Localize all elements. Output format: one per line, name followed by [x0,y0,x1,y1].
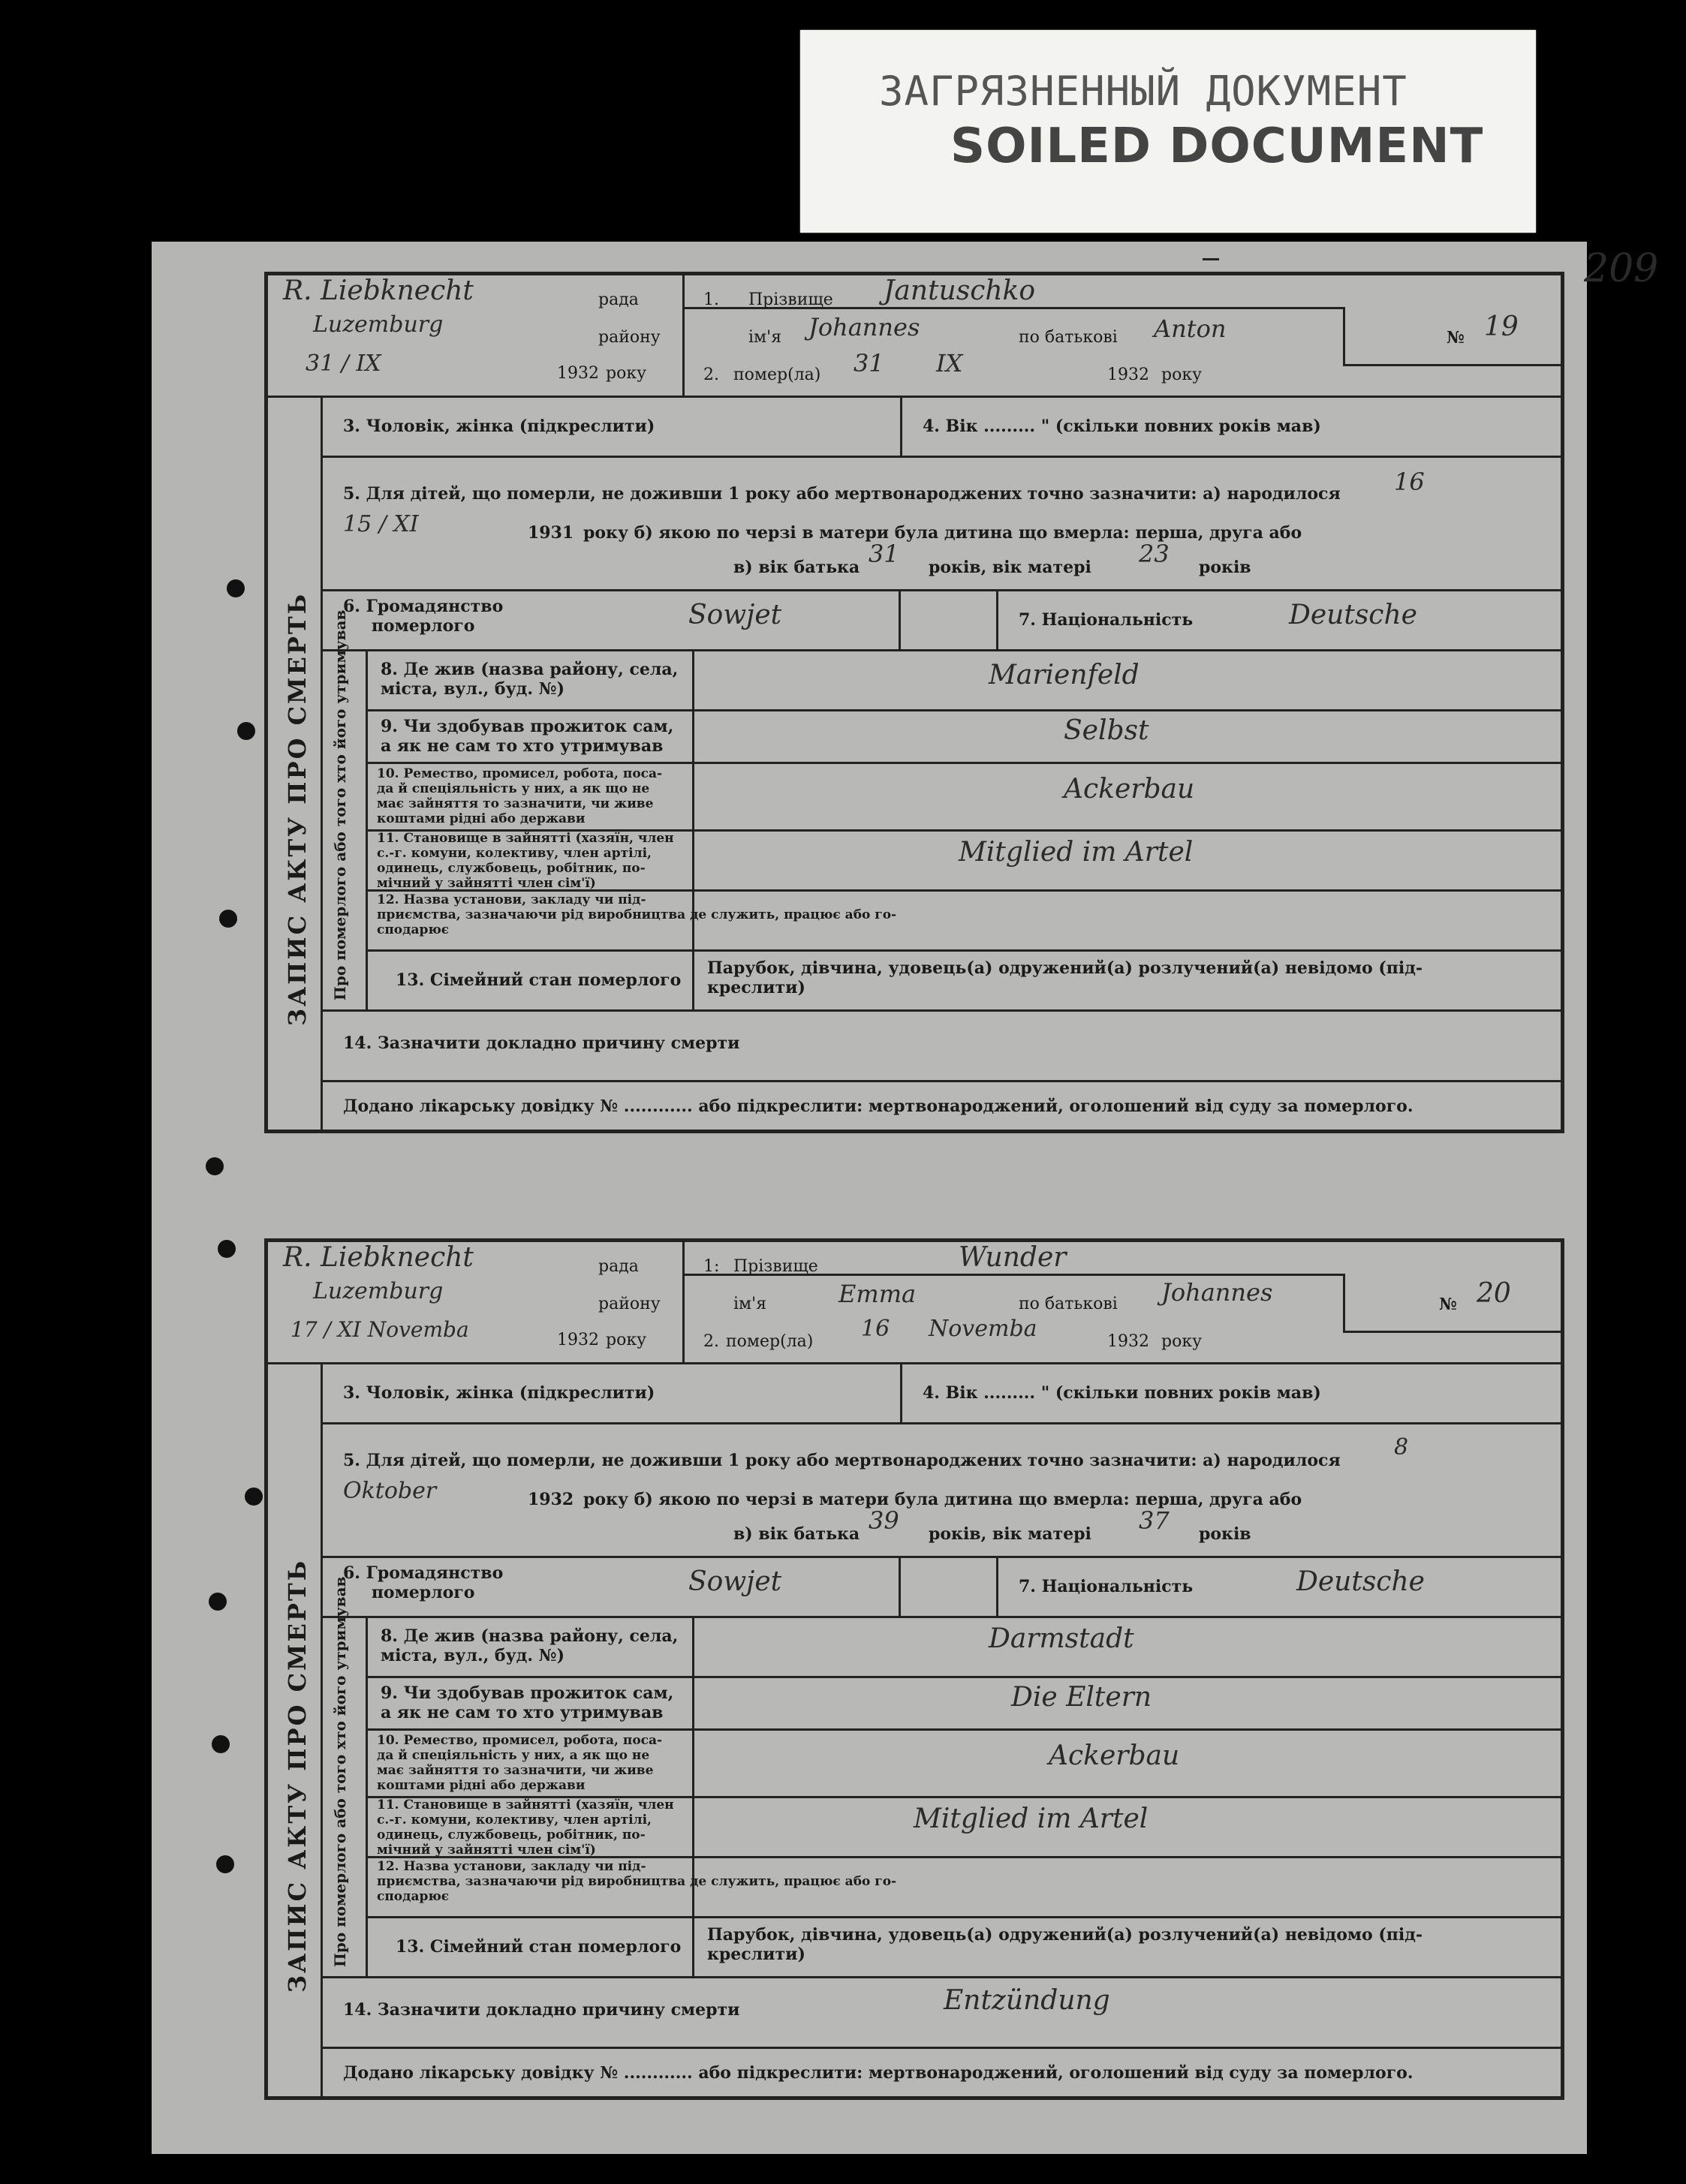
occupation-value: Ackerbau [1049,1740,1180,1771]
name-value: Emma [838,1280,917,1308]
born-date: 15 / XI [343,511,419,537]
support-value: Selbst [1064,715,1149,746]
institution-label: 12. Назва установи, закладу чи під- приємства, зазначаючи рід виробництва де служить, працює або го- сподарює [377,892,897,937]
punch-hole [216,1855,234,1873]
occupation-label: 10. Ремество, промисел, робота, поса- да й спеціяльність у них, а як що не має зайняття то зазначити, чи живе коштами рідні або держави [377,1733,663,1793]
support-value: Die Eltern [1011,1682,1152,1713]
support-label: 9. Чи здобував прожиток сам, а як не сам то хто утримував [381,717,674,756]
marital-status-options: Парубок, дівчина, удовець(а) одружений(а) розлучений(а) невідомо (під- креслити) [707,958,1423,997]
record-number: 20 [1477,1278,1511,1309]
occupation-value: Ackerbau [1064,774,1195,805]
residence-label: 8. Де жив (назва району, села, міста, вул., буд. №) [381,660,679,699]
residence-value: Marienfeld [989,660,1140,690]
marital-status-label: 13. Сімейний стан померлого [396,1937,682,1957]
citizenship-label: 6. Громадянство померлого [343,597,504,636]
nationality-label: 7. Національність [1019,1577,1194,1596]
citizenship-label: 6. Громадянство померлого [343,1563,504,1602]
died-year: 1932 [1107,1332,1149,1351]
position-value: Mitglied im Artel [959,837,1194,868]
patronymic-value: Johannes [1161,1278,1273,1307]
registration-date: 31 / IX [306,350,381,377]
name-label: ім'я [748,328,782,347]
side-subtitle: Про померлого або того хто його утримував [331,1576,349,1967]
mother-age-label: років, вік матері [929,1524,1091,1544]
record-number-label: № [1439,1295,1457,1314]
nationality-value: Deutsche [1289,600,1417,630]
nationality-label: 7. Національність [1019,610,1194,630]
born-quantity: 8 [1394,1434,1409,1461]
citizenship-value: Sowjet [688,600,782,630]
cause-of-death-label: 14. Зазначити докладно причину смерти [343,1033,740,1053]
infant-order-label: року б) якою по черзі в матери була дитина що вмерла: перша, друга або [583,523,1302,543]
side-subtitle: Про померлого або того хто його утримував [331,609,349,1000]
year-label: року [606,364,647,383]
age-field-label: 4. Вік ......... " (скільки повних років мав) [923,417,1321,436]
rada-value: R. Liebknecht [283,275,474,306]
years-label: років [1199,558,1251,577]
stamp-line-russian: ЗАГРЯЗНЕННЫЙ ДОКУМЕНТ [879,68,1408,115]
patronymic-label: по батькові [1019,328,1118,347]
field-1-num: 1. [703,290,719,309]
position-label: 11. Становище в зайнятті (хазяїн, член с.-г. комуни, колективу, член артілі, одинець, службовець, робітник, по- мічний у зайнятті член сім'ї) [377,831,674,891]
died-day: 31 [854,349,884,378]
surname-label: Прізвище [733,1257,818,1276]
raion-label: району [598,328,661,347]
father-age: 31 [869,540,899,568]
patronymic-label: по батькові [1019,1295,1118,1313]
stamp-line-english: SOILED DOCUMENT [950,119,1484,174]
name-value: Johannes [808,313,920,341]
raion-value: Luzemburg [313,311,444,338]
registration-date: 17 / XI Novemba [291,1317,469,1342]
surname-label: Прізвище [748,290,833,309]
rada-label: рада [598,290,639,309]
raion-label: району [598,1295,661,1313]
died-label: помер(ла) [726,1332,814,1351]
rada-value: R. Liebknecht [283,1242,474,1273]
punch-hole [209,1593,227,1611]
mother-age: 23 [1139,540,1170,568]
infant-order-label: року б) якою по черзі в матери була дитина що вмерла: перша, друга або [583,1490,1302,1509]
born-year: 1931 [528,523,574,543]
punch-hole [212,1735,230,1753]
cause-of-death-label: 14. Зазначити докладно причину смерти [343,2000,740,2020]
record-number-label: № [1447,328,1465,347]
born-quantity: 16 [1394,468,1425,496]
citizenship-value: Sowjet [688,1566,782,1597]
support-label: 9. Чи здобував прожиток сам, а як не сам то хто утримував [381,1683,674,1722]
punch-hole [245,1488,263,1506]
gender-field-label: 3. Чоловік, жінка (підкреслити) [343,1383,655,1403]
position-value: Mitglied im Artel [914,1803,1149,1834]
cause-of-death-value: Entzündung [944,1985,1110,2016]
death-record-form [264,272,1564,1133]
died-year: 1932 [1107,366,1149,384]
punch-hole [219,910,237,928]
mother-age-label: років, вік матері [929,558,1091,577]
died-month: Novemba [929,1316,1037,1342]
residence-value: Darmstadt [989,1623,1134,1654]
field-1-num: 1: [703,1257,720,1276]
father-age: 39 [869,1506,899,1535]
born-date: Oktober [343,1478,437,1504]
institution-label: 12. Назва установи, закладу чи під- приємства, зазначаючи рід виробництва де служить, працює або го- сподарює [377,1859,897,1904]
years-label: років [1199,1524,1251,1544]
surname-value: Jantuschko [884,275,1036,306]
year-label: року [1161,366,1203,384]
punch-hole [227,579,245,597]
mother-age: 37 [1139,1506,1170,1535]
died-month: IX [936,349,963,378]
registration-year: 1932 [557,364,599,383]
nationality-value: Deutsche [1296,1566,1425,1597]
died-label: помер(ла) [733,366,821,384]
name-label: ім'я [733,1295,767,1313]
punch-hole [218,1240,236,1258]
residence-label: 8. Де жив (назва району, села, міста, вул., буд. №) [381,1626,679,1665]
punch-hole [237,722,255,740]
medical-certificate-note: Додано лікарську довідку № ............ або підкреслити: мертвонароджений, оголошений від суду за померлого. [343,2063,1414,2083]
age-field-label: 4. Вік ......... " (скільки повних років мав) [923,1383,1321,1403]
died-day: 16 [861,1316,890,1342]
patronymic-value: Anton [1154,314,1227,343]
year-label: року [1161,1332,1203,1351]
side-title: ЗАПИС АКТУ ПРО СМЕРТЬ [283,591,312,1026]
registration-year: 1932 [557,1331,599,1349]
occupation-label: 10. Ремество, промисел, робота, поса- да й спеціяльність у них, а як що не має зайняття то зазначити, чи живе коштами рідні або держави [377,766,663,826]
marital-status-label: 13. Сімейний стан померлого [396,970,682,990]
infant-field-label: 5. Для дітей, що померли, не доживши 1 року або мертвонароджених точно зазначити: а) народилося [343,1451,1341,1470]
born-year: 1932 [528,1490,574,1509]
punch-hole [206,1157,224,1175]
infant-field-label: 5. Для дітей, що померли, не доживши 1 року або мертвонароджених точно зазначити: а) народилося [343,484,1341,504]
position-label: 11. Становище в зайнятті (хазяїн, член с.-г. комуни, колективу, член артілі, одинець, службовець, робітник, по- мічний у зайнятті член сім'ї) [377,1797,674,1858]
year-label: року [606,1331,647,1349]
field-2-num: 2. [703,1332,719,1351]
field-2-num: 2. [703,366,719,384]
dash-mark [1203,258,1219,260]
document-page [152,242,1659,2154]
page-number: 209 [1584,246,1659,291]
death-record-form [264,1238,1564,2100]
father-age-label: в) вік батька [733,558,860,577]
raion-value: Luzemburg [313,1278,444,1304]
rada-label: рада [598,1257,639,1276]
marital-status-options: Парубок, дівчина, удовець(а) одружений(а) розлучений(а) невідомо (під- креслити) [707,1925,1423,1964]
surname-value: Wunder [959,1242,1067,1273]
father-age-label: в) вік батька [733,1524,860,1544]
gender-field-label: 3. Чоловік, жінка (підкреслити) [343,417,655,436]
side-title: ЗАПИС АКТУ ПРО СМЕРТЬ [283,1558,312,1993]
medical-certificate-note: Додано лікарську довідку № ............ або підкреслити: мертвонароджений, оголошений від суду за померлого. [343,1097,1414,1116]
record-number: 19 [1484,311,1519,342]
soiled-document-stamp [800,30,1536,233]
